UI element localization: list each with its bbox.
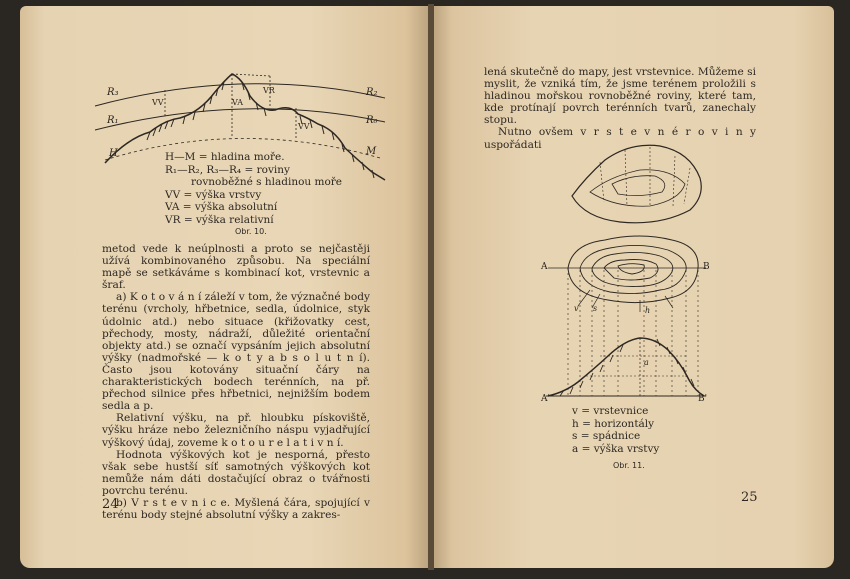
fig11-legend-line: h = horizontály [572, 417, 655, 430]
paragraph: lená skutečně do mapy, jest vrstevnice. Můžeme si myslit, že vzniká tím, že jsme terénem proložili s hladinou mořskou rovnoběžné roviny, které tam, kde protínají povrch terénních tvarů, zanechaly stopu. [484, 66, 756, 127]
fig11-label-a-prime: A' [541, 394, 550, 404]
fig11-legend-line: s = spádnice [572, 430, 641, 443]
fig11-label-a-height: a [644, 358, 649, 367]
fig10-label-va: VA [232, 98, 244, 107]
paragraph: b) V r s t e v n i c e. Myšlená čára, spojující v terénu body stejné absolutní výšky a zakres- [102, 496, 370, 522]
page-number-right: 25 [741, 490, 758, 505]
fig10-label-m: M [366, 146, 377, 157]
fig10-legend-line: VA = výška absolutní [165, 201, 278, 214]
paragraph: metod vede k neúplnosti a proto se nejčastěji užívá kombinovaného způsobu. Na speciální mapě se setkáváme s kombinací kot, vrstevnic a šraf. [102, 243, 370, 292]
fig10-label-r1: R₁ [107, 115, 119, 126]
fig10-legend-line: R₁—R₂, R₃—R₄ = roviny [165, 163, 290, 176]
fig10-label-r3: R₃ [107, 87, 119, 98]
fig11-label-a: A [541, 262, 548, 272]
fig11-label-b-prime: B' [698, 394, 708, 404]
fig11-legend-line: a = výška vrstvy [572, 442, 660, 455]
fig10-label-vv-left: VV [152, 98, 164, 107]
fig10-label-vv-right: VV [298, 122, 310, 131]
fig11-label-h: h [645, 306, 651, 315]
fig11-legend-line: v = vrstevnice [572, 405, 649, 417]
fig11-legend [572, 405, 732, 455]
fig11-label-v: v [574, 304, 579, 313]
fig10-label-r-right-top: R₂ [366, 87, 378, 98]
fig10-legend-line: VV = výška vrstvy [165, 188, 262, 201]
fig10-caption: Obr. 10. [235, 227, 267, 236]
fig10-legend-line: rovnoběžné s hladinou moře [191, 176, 343, 189]
paragraph: Relativní výšku, na př. hloubku pískoviště, výšku hráze nebo železničního náspu vyjadřující výškový údaj, zoveme k o t o u r e l a t i v n í. [102, 412, 370, 449]
fig11-label-b: B [703, 262, 710, 272]
paragraph: Hodnota výškových kot je nesporná, přesto však sebe hustší síť samotných výškových kot nemůže nám dáti dostačující obraz o tvářnosti povrchu terénu. [102, 448, 370, 497]
fig11-label-s: s [593, 304, 598, 313]
fig10-label-vr: VR [263, 86, 275, 95]
page-number-left: 24 [102, 497, 119, 512]
paragraph: a) K o t o v á n í záleží v tom, že význačné body terénu (vrcholy, hřbetnice, sedla, údolnice, styk údolnic atd.) nebo situace (křižovatky cest, přechody, mosty, nádraží, důležité orientační objekty atd.) se označí vypsáním jejich absolutní výšky (nadmořské — k o t y a b s o l u t n í). Často jsou kotovány situační čáry na charakteristických bodech terénních, na př. přechod silnice přes hřbetnici, nejnižším bodem sedla a p. [102, 291, 370, 413]
fig10-legend-line: H—M = hladina moře. [165, 151, 285, 163]
fig10-label-r-right-bottom: R₀ [366, 115, 378, 126]
fig10-label-h: H [109, 148, 118, 159]
paragraph: Nutno ovšem v r s t e v n é r o v i n y uspořádati [484, 126, 756, 151]
fig10-legend-line: VR = výška relativní [165, 213, 274, 226]
fig11-caption: Obr. 11. [613, 461, 645, 470]
